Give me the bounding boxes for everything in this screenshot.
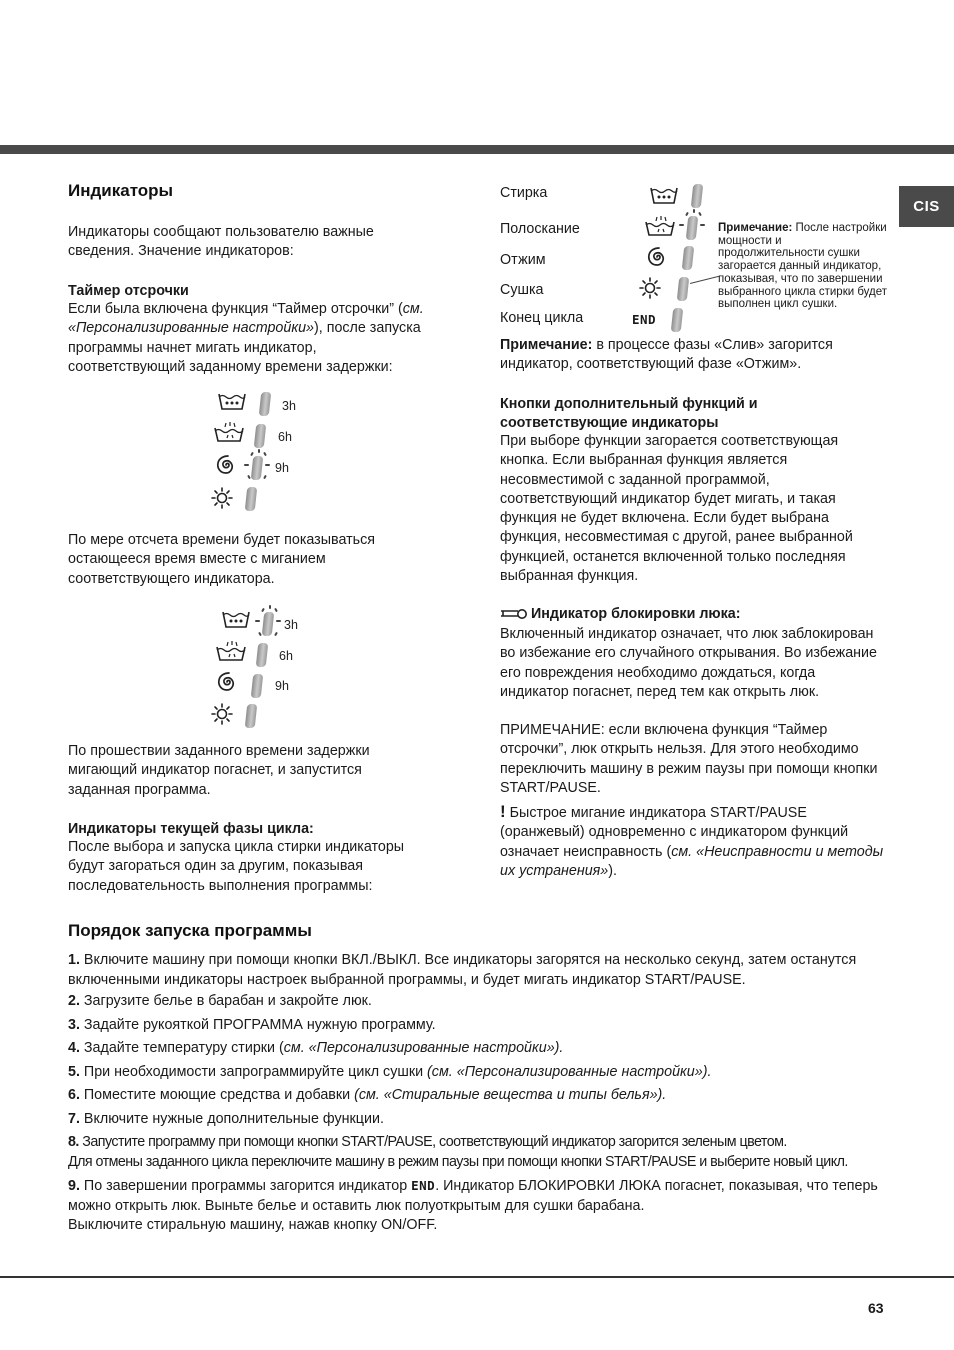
page-number: 63 <box>868 1300 884 1316</box>
delay-end-text: По прошествии заданного времени задержки мигающий индикатор погаснет, и запустится заданная программа. <box>68 743 370 798</box>
phase-text: После выбора и запуска цикла стирки индикаторы будут загораться один за другим, показывая последовательность выполнения программы: <box>68 839 405 894</box>
spin-icon <box>214 454 238 476</box>
door-lock-text: Включенный индикатор означает, что люк заблокирован во избежание его случайного открывания. Во избежание его повреждения необходимо дождаться, когда индикатор погаснет, перед тем как открыть люк. <box>500 626 877 700</box>
rinse-icon <box>216 641 248 663</box>
delay-timer-heading: Таймер отсрочки <box>68 283 189 299</box>
led-indicator <box>245 704 258 728</box>
wash-icon <box>650 186 680 206</box>
step-9-poweroff: Выключите стиральную машину, нажав кнопку ON/OFF. <box>68 1217 438 1233</box>
phase-heading: Индикаторы текущей фазы цикла: <box>68 821 314 837</box>
phase-label-wash: Стирка <box>500 185 548 201</box>
hour-label: 3h <box>284 618 298 632</box>
top-bar <box>0 145 954 154</box>
step-4: 4. Задайте температуру стирки (см. «Персонализированные настройки»). <box>68 1040 564 1056</box>
indicators-intro: Индикаторы сообщают пользователю важные сведения. Значение индикаторов: <box>68 224 374 260</box>
spin-icon <box>215 671 239 693</box>
spin-icon <box>645 246 669 268</box>
options-text: При выборе функции загорается соответствующая кнопка. Если выбранная функция является несовместимой с заданной программой, соответствующий индикатор будет мигать, и такая функция не будет включена. Если будет выбрана функция, несовместимая с другой, ранее выбранной функцией, останется включенной только последняя выбранная функция. <box>500 433 853 585</box>
wash-icon <box>222 610 252 630</box>
delay-timer-text: Если была включена функция “Таймер отсрочки” (см. «Персонализированные настройки»), после запуска программы начнет мигать индикатор, соответствующий заданному времени задержки: <box>68 301 424 375</box>
phase-label-dry: Сушка <box>500 282 544 298</box>
dry-side-note: Примечание: После настройки мощности и продолжительности сушки загорается данный индикатор, показывая, что по завершении выбранного цикла стирки будет выполнен цикл сушки. <box>718 222 888 311</box>
end-icon: END <box>632 312 657 327</box>
phase-indicator-list <box>500 178 895 338</box>
step-8-cancel: Для отмены заданного цикла переключите машину в режим паузы при помощи кнопки START/PAUSE и выберите новый цикл. <box>68 1153 848 1170</box>
key-icon <box>500 608 528 620</box>
led-indicator <box>671 308 684 332</box>
note-pointer-line <box>690 276 719 284</box>
led-indicator <box>259 392 272 416</box>
step-6: 6. Поместите моющие средства и добавки (см. «Стиральные вещества и типы белья»). <box>68 1087 667 1103</box>
led-indicator <box>251 674 264 698</box>
wash-icon <box>218 392 248 412</box>
start-section-title: Порядок запуска программы <box>68 921 312 940</box>
step-3: 3. Задайте рукояткой ПРОГРАММА нужную программу. <box>68 1016 436 1033</box>
step-7: 7. Включите нужные дополнительные функции. <box>68 1110 384 1127</box>
fault-warning: ! Быстрое мигание индикатора START/PAUSE (оранжевый) одновременно с индикатором функций означает неисправность (см. «Неисправности и методы их устранения»). <box>500 802 884 879</box>
hour-label: 9h <box>275 461 289 475</box>
led-indicator <box>256 643 269 667</box>
led-indicator-blinking <box>686 216 699 240</box>
dry-icon <box>638 277 664 301</box>
bottom-rule <box>0 1276 954 1278</box>
led-indicator-blinking <box>262 612 275 636</box>
phase-label-spin: Отжим <box>500 252 546 268</box>
dry-icon <box>210 703 236 727</box>
hour-label: 3h <box>282 399 296 413</box>
step-2: 2. Загрузите белье в барабан и закройте люк. <box>68 993 372 1009</box>
door-lock-note: ПРИМЕЧАНИЕ: если включена функция “Таймер отсрочки”, люк открыть нельзя. Для этого необходимо переключить машину в режим паузы при помощи кнопки START/PAUSE. <box>500 722 878 796</box>
delay-diagram-1 <box>210 390 320 515</box>
step-5: 5. При необходимости запрограммируйте цикл сушки (см. «Персонализированные настройки»). <box>68 1063 712 1080</box>
rinse-icon <box>645 216 677 238</box>
phase-label-end: Конец цикла <box>500 310 584 326</box>
led-indicator <box>691 184 704 208</box>
hour-label: 6h <box>278 430 292 444</box>
language-tab: CIS <box>899 186 954 227</box>
door-lock-heading: Индикатор блокировки люка: <box>531 606 741 622</box>
start-steps <box>68 951 890 1236</box>
end-icon: END <box>411 1178 436 1193</box>
led-indicator <box>254 424 267 448</box>
hour-label: 9h <box>275 679 289 693</box>
led-indicator-blinking <box>251 456 264 480</box>
delay-diagram-2 <box>210 608 320 733</box>
indicators-title: Индикаторы <box>68 181 174 200</box>
dry-icon <box>210 487 236 511</box>
led-indicator <box>682 246 695 270</box>
led-indicator <box>245 487 258 511</box>
hour-label: 6h <box>279 649 293 663</box>
phase-label-rinse: Полоскание <box>500 221 580 237</box>
drain-note: Примечание: в процессе фазы «Слив» загорится индикатор, соответствующий фазе «Отжим». <box>500 337 833 373</box>
options-heading: Кнопки дополнительный функций и соответствующие индикаторы <box>500 396 758 432</box>
step-9: 9. По завершении программы загорится индикатор END. Индикатор БЛОКИРОВКИ ЛЮКА погаснет, показывая, что теперь можно открыть люк. Выньте белье и оставить люк полуоткрытым для сушки барабана. <box>68 1178 878 1214</box>
countdown-text: По мере отсчета времени будет показываться остающееся время вместе с миганием соответствующего индикатора. <box>68 532 375 587</box>
rinse-icon <box>214 422 246 444</box>
step-8: 8. Запустите программу при помощи кнопки START/PAUSE, соответствующий индикатор загорится зеленым цветом. <box>68 1134 787 1150</box>
step-1: 1. Включите машину при помощи кнопки ВКЛ./ВЫКЛ. Все индикаторы загорятся на несколько секунд, затем останутся включенными индикаторы настроек выбранной программы, и будет мигать индикатор START/PAUSE. <box>68 952 857 988</box>
led-indicator <box>677 277 690 301</box>
